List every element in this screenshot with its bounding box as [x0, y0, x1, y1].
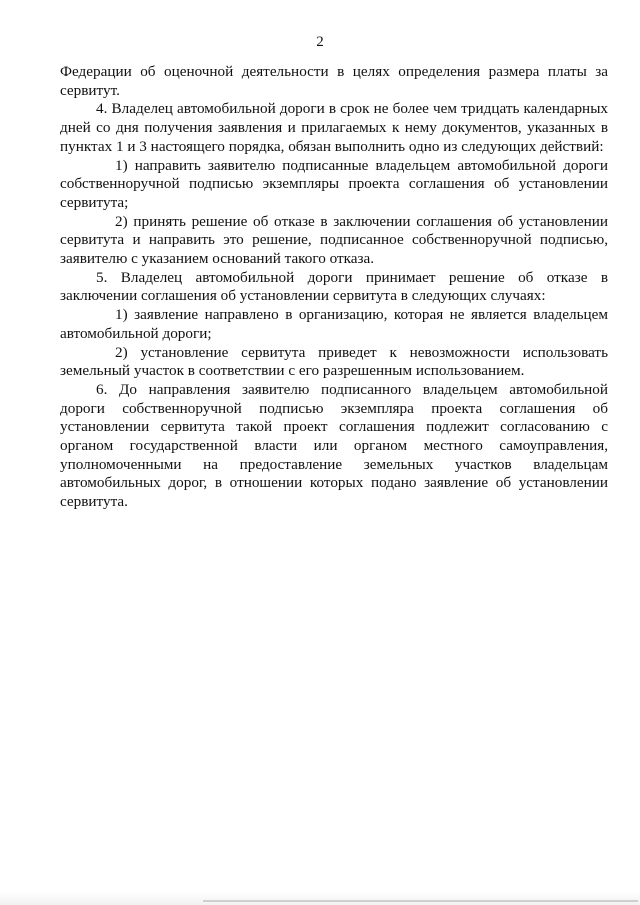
paragraph-item-5-1: 1) заявление направлено в организацию, которая не является владельцем автомобильной дороги; [60, 306, 608, 342]
scan-edge-mark [203, 900, 638, 902]
page-number: 2 [316, 34, 324, 50]
paragraph-item-4-1: 1) направить заявителю подписанные владельцем автомобильной дороги собственноручной подписью экземпляры проекта соглашения об установлении сервитута; [60, 156, 608, 211]
paragraph-item-6: 6. До направления заявителю подписанного владельцем автомобильной дороги собственноручной подписью экземпляра проекта соглашения об установлении сервитута такой проект соглашения подлежит согласованию с органом государственной власти или органом местного самоуправления, уполномоченными на предоставление земельных участков владельцам автомобильных дорог, в отношении которых подано заявление об установлении сервитута. [60, 380, 608, 511]
paragraph-continuation: Федерации об оценочной деятельности в целях определения размера платы за сервитут. [60, 63, 608, 99]
paragraph-item-4-2: 2) принять решение об отказе в заключении соглашения об установлении сервитута и направить это решение, подписанное собственноручной подписью, заявителю с указанием оснований такого отказа. [60, 212, 608, 268]
paragraph-item-5-2: 2) установление сервитута приведет к невозможности использовать земельный участок в соответствии с его разрешенным использованием. [60, 343, 608, 380]
paragraph-item-5: 5. Владелец автомобильной дороги принимает решение об отказе в заключении соглашения об установлении сервитута в следующих случаях: [60, 268, 608, 305]
paragraph-item-4: 4. Владелец автомобильной дороги в срок не более чем тридцать календарных дней со дня получения заявления и прилагаемых к нему документов, указанных в пунктах 1 и 3 настоящего порядка, обязан выполнить одно из следующих действий: [60, 100, 608, 155]
document-body [60, 63, 608, 512]
scan-bottom-edge [0, 892, 640, 905]
